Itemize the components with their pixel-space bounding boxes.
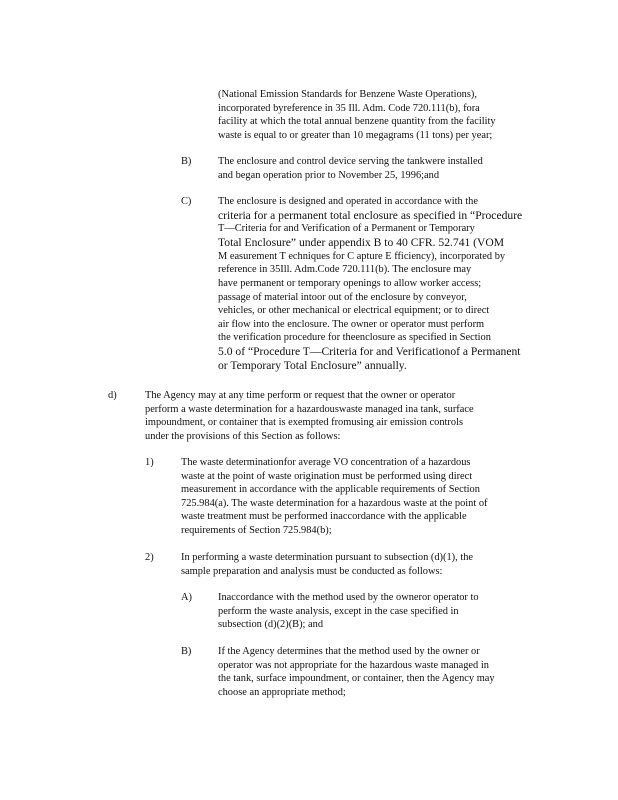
text-line: waste is equal to or greater than 10 megagrams (11 tons) per year; <box>218 129 493 141</box>
text-line: impoundment, or container that is exempted fromusing air emission controls <box>145 417 464 429</box>
item-d-label: d) <box>108 390 117 401</box>
text-line: waste at the point of waste origination must be performed using direct <box>181 470 473 482</box>
item-c-label: C) <box>181 196 192 207</box>
text-line: M easurement T echniques for C apture E fficiency), incorporated by <box>218 250 506 262</box>
item-d1-label: 1) <box>145 457 154 468</box>
text-line: 725.984(a). The waste determination for a hazardous waste at the point of <box>181 497 488 509</box>
text-line: air flow into the enclosure. The owner or operator must perform <box>218 318 485 330</box>
text-line: The waste determinationfor average VO concentration of a hazardous <box>181 457 471 468</box>
item-d2-label: 2) <box>145 552 154 563</box>
text-line: the tank, surface impoundment, or container, then the Agency may <box>218 673 495 685</box>
text-line: measurement in accordance with the applicable requirements of Section <box>181 484 480 496</box>
item-b-label: B) <box>181 156 192 167</box>
text-line: waste treatment must be performed inaccordance with the applicable <box>181 511 467 523</box>
text-line: under the provisions of this Section as follows: <box>145 430 341 442</box>
text-line: Total Enclosure” under appendix B to 40 CFR. 52.741 (VOM <box>218 235 505 249</box>
text-line: perform the waste analysis, except in the case specified in <box>218 605 459 617</box>
text-line: sample preparation and analysis must be conducted as follows: <box>181 565 443 577</box>
text-line: requirements of Section 725.984(b); <box>181 524 332 536</box>
item-b-text <box>218 155 483 182</box>
item-a-continuation <box>218 88 496 142</box>
text-line: 5.0 of “Procedure T—Criteria for and Verificationof a Permanent <box>218 344 521 358</box>
text-line: vehicles, or other mechanical or electrical equipment; or to direct <box>218 305 490 317</box>
text-line: and began operation prior to November 25, 1996;and <box>218 169 440 181</box>
text-line: or Temporary Total Enclosure” annually. <box>218 358 407 372</box>
text-line: passage of material intoor out of the enclosure by conveyor, <box>218 291 467 303</box>
text-line: Inaccordance with the method used by the owneror operator to <box>218 592 479 603</box>
text-line: have permanent or temporary openings to allow worker access; <box>218 277 482 289</box>
text-line: choose an appropriate method; <box>218 686 346 698</box>
text-line: perform a waste determination for a hazardouswaste managed ina tank, surface <box>145 403 474 415</box>
item-d2b-label: B) <box>181 646 192 657</box>
item-d-text <box>145 389 474 443</box>
text-line: The Agency may at any time perform or request that the owner or operator <box>145 390 456 401</box>
text-line: subsection (d)(2)(B); and <box>218 619 324 631</box>
item-d1-text <box>181 456 488 538</box>
item-d2a-text <box>218 591 479 632</box>
text-line: If the Agency determines that the method used by the owner or <box>218 646 480 657</box>
text-line: facility at which the total annual benzene quantity from the facility <box>218 116 496 128</box>
item-d2-text <box>181 551 473 578</box>
text-line: The enclosure is designed and operated in accordance with the <box>218 196 478 207</box>
item-d2a-label: A) <box>181 592 192 603</box>
text-line: The enclosure and control device serving the tankwere installed <box>218 156 483 167</box>
text-line: the verification procedure for theenclosure as specified in Section <box>218 332 491 344</box>
text-line: In performing a waste determination pursuant to subsection (d)(1), the <box>181 552 474 563</box>
text-line: criteria for a permanent total enclosure as specified in “Procedure <box>218 208 523 222</box>
item-d2b-text <box>218 645 495 699</box>
text-line: reference in 35Ill. Adm.Code 720.111(b). The enclosure may <box>218 264 472 276</box>
item-c-text <box>218 195 522 373</box>
text-line: operator was not appropriate for the hazardous waste managed in <box>218 659 489 671</box>
text-line: incorporated byreference in 35 Ill. Adm. Code 720.111(b), fora <box>218 102 480 114</box>
text-line: (National Emission Standards for Benzene Waste Operations), <box>218 89 477 100</box>
text-line: T—Criteria for and Verification of a Permanent or Temporary <box>218 223 475 235</box>
